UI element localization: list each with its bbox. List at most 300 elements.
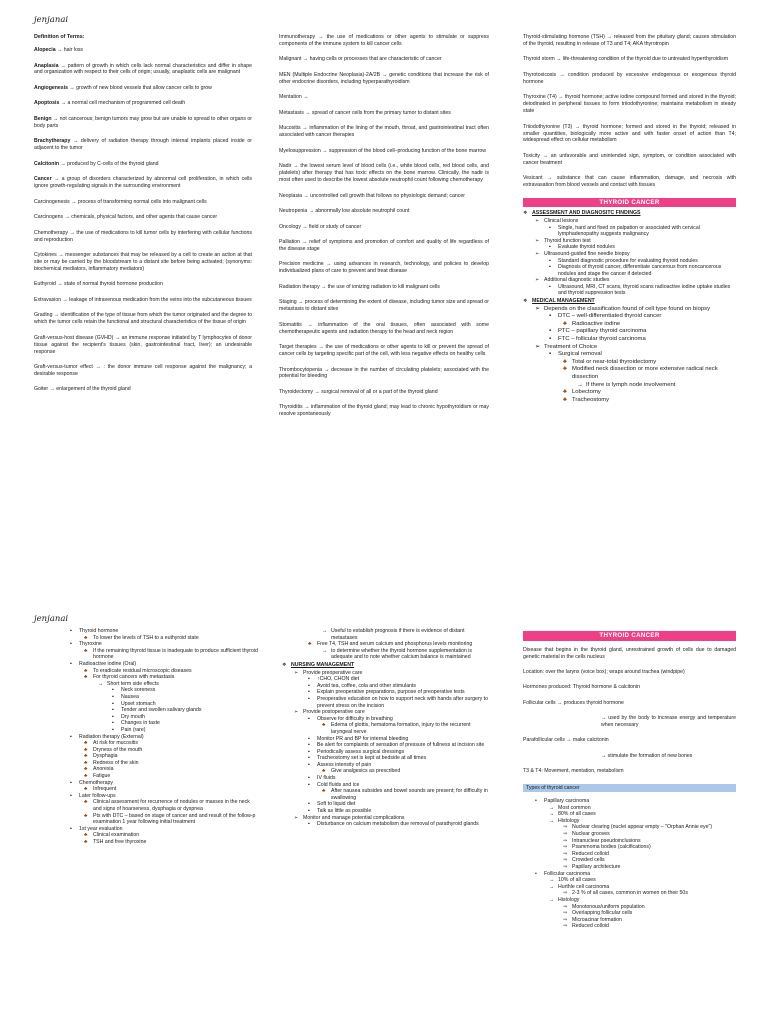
overview-paragraph: Parafollicular cells → make calcitonin <box>523 737 609 744</box>
outline-text: to determine whether the thyroid hormone supplementation is adequate and to note whether calcium balance is maintained <box>331 647 473 661</box>
bullet-icon: ▪ <box>70 641 72 648</box>
definition-item: Thyroxine (T4) → thyroid hormone; active iodine compound formed and stored in the thyroid; deiodinated in peripheral tissues to form triiodothyronine; maintains metabolism in steady state <box>523 94 736 115</box>
outline-text: Radioactive iodine <box>572 320 621 327</box>
definition-item: Target therapies → the use of medications or other agents to kill or prevent the spread of cancer cells by targeting specific part of the cell, with less negative effects on healthy cells <box>279 344 489 358</box>
outline-item <box>58 780 258 787</box>
outline-item <box>523 351 736 359</box>
bullet-icon: ▪ <box>70 779 72 786</box>
outline-text: Edema of glottis, hematoma formation, injury to the recurrent laryngeal nerve <box>331 722 471 735</box>
bullet-icon: ▪ <box>112 687 114 694</box>
outline-item <box>523 831 736 838</box>
outline-text: Thyroxine <box>79 641 102 648</box>
outline-text: IV fluids <box>317 775 336 782</box>
outline-text: 1st year evaluation <box>79 825 123 832</box>
bullet-icon: ➢ <box>294 814 299 821</box>
outline-text: Diagnosis of thyroid cancer, differentiate cancerous from noncancerous nodules and stage the cancer if detected <box>558 264 722 277</box>
definition-item: Palliation → relief of symptoms and promotion of comfort and quality of life regardless of the disease stage <box>279 239 489 252</box>
bullet-icon: ➢ <box>294 669 299 676</box>
definition-item: MEN (Multiple Endocrine Neoplasia)-2A/2B → genetic conditions that increase the risk of other endocrine disorders, including hyperparathyroidism <box>279 71 489 85</box>
outline-item <box>282 755 490 762</box>
definition-item: Precision medicine → using advances in research, technology, and policies to develop individualized plans of care to prevent and treat disease <box>279 261 489 275</box>
outline-column-3 <box>523 628 736 930</box>
bullet-icon: ❖ <box>523 298 528 305</box>
definition-text: → hair loss <box>55 47 84 53</box>
outline-text: Hurthle cell carcinoma <box>558 883 610 890</box>
bullet-icon: → <box>549 883 555 890</box>
outline-text: 2-3 % of all cases, common in women on their 50s <box>572 890 688 897</box>
bullet-icon: ⇒ <box>563 863 568 870</box>
outline-item <box>282 648 490 661</box>
outline-item <box>282 788 490 801</box>
definition-term: Calcitonin <box>34 160 60 167</box>
bullet-icon: ➢ <box>535 277 540 284</box>
outline-text: Thyroid hormone <box>79 628 119 634</box>
bullet-icon: ▪ <box>70 792 72 799</box>
section-banner: THYROID CANCER <box>523 198 736 208</box>
bullet-icon: ♣ <box>322 788 326 795</box>
bullet-icon: ▪ <box>308 715 310 722</box>
outline-text: Monitor and manage potential complications <box>303 814 405 821</box>
bullet-icon: → <box>577 381 583 388</box>
outline-item <box>523 277 736 284</box>
outline-text: PTC – papillary thyroid carcinoma <box>558 328 647 335</box>
outline-text: Histology <box>558 896 580 903</box>
outline-text: For thyroid cancers with metastasis <box>93 674 175 681</box>
brand-signature: jenjanai <box>34 15 69 25</box>
outline-text: Soft to liquid diet <box>317 801 356 808</box>
overview-paragraph: Location: over the larynx (voice box); wraps around trachea (windpipe) <box>523 668 685 675</box>
outline-text: Clinical assessment for recurrence of nodules or masses in the neck and signs of hoarseness, dysphagia or dyspnea <box>93 799 250 813</box>
outline-item <box>282 801 490 808</box>
definition-text: Grading → identification of the type of tissue from which the tumor originated and the degree to which the tumor cells retain the functional and structural characteristics of the tissue of origin <box>34 312 252 326</box>
outline-item <box>282 762 490 769</box>
bullet-icon: ▪ <box>112 713 114 720</box>
outline-column-1 <box>58 628 258 846</box>
outline-item <box>523 904 736 911</box>
outline-item <box>282 742 490 749</box>
outline-text: Preoperative education on how to support neck with hands after surgery to prevent stress on the incision <box>317 695 489 709</box>
outline-text: Total or near-total thyroidectomy <box>572 358 657 365</box>
outline-item <box>523 923 736 930</box>
outline-item <box>523 328 736 336</box>
outline-text: TSH and free thyroxine <box>93 839 147 845</box>
outline-text: Infrequent <box>93 786 117 793</box>
outline-text: Clinical examination <box>93 832 140 839</box>
outline-text: Standard diagnostic procedure for evaluating thyroid nodules <box>558 257 698 264</box>
outline-text: DTC – well-differentiated thyroid cancer <box>558 313 662 320</box>
bullet-icon: ⇒ <box>563 831 568 837</box>
bullet-icon: ▪ <box>308 676 310 683</box>
bullet-icon: ▪ <box>70 660 72 667</box>
outline-item <box>523 818 736 825</box>
bullet-icon: ▪ <box>549 351 552 358</box>
definition-item: Metastasis → spread of cancer cells from the primary tumor to distant sites <box>279 109 451 116</box>
bullet-icon: ▪ <box>308 821 310 828</box>
outline-item <box>282 808 490 815</box>
bullet-icon: ⇒ <box>563 903 568 910</box>
outline-item <box>58 720 258 727</box>
outline-item <box>282 676 490 683</box>
bullet-icon: ♣ <box>84 634 88 641</box>
outline-item <box>523 897 736 904</box>
definition-term: Apoptosis <box>34 100 60 107</box>
outline-text: Give analgesics as prescribed <box>331 768 401 775</box>
section-heading <box>523 298 736 305</box>
bullet-icon: ♣ <box>84 674 88 681</box>
outline-text: Monitor PR and BP for internal bleeding <box>317 735 409 742</box>
definition-item: Thyroid storm → life-threatening condition of the thyroid due to untreated hyperthyroidism <box>523 56 729 63</box>
outline-item <box>58 661 258 668</box>
outline-text: To eradicate residual microscopic diseases <box>93 667 192 674</box>
outline-item <box>523 864 736 871</box>
outline-text: NURSING MANAGEMENT <box>291 661 355 668</box>
outline-item <box>282 696 490 709</box>
outline-item <box>523 218 736 225</box>
bullet-icon: ▪ <box>308 735 310 742</box>
outline-list <box>523 210 736 404</box>
outline-text: Radiation therapy (External) <box>79 733 144 740</box>
outline-text: Observe for difficulty in breathing <box>317 715 393 722</box>
definition-item <box>34 116 252 130</box>
definition-text: → a normal cell mechanism of programmed cell death <box>59 100 186 107</box>
bullet-icon: ♣ <box>563 396 567 403</box>
outline-text: Talk as little as possible <box>317 808 372 815</box>
outline-item <box>58 760 258 767</box>
outline-item <box>58 793 258 800</box>
bullet-icon: ♣ <box>563 358 567 365</box>
outline-text: Lobectomy <box>572 389 601 396</box>
outline-text: To lower the levels of TSH to a euthyroid state <box>93 634 199 641</box>
outline-text: Explain preoperative preparations, purpose of preoperative tests <box>317 689 465 696</box>
outline-item <box>58 674 258 681</box>
definition-item <box>34 335 252 356</box>
outline-text: 80% of all cases <box>558 811 596 818</box>
bullet-icon: ♣ <box>84 740 88 747</box>
definition-text: Carcinogenesis → process of transforming normal cells into malignant cells <box>34 198 207 205</box>
bullet-icon: ▪ <box>308 695 310 702</box>
overview-paragraph: T3 & T4: Movement, mentation, metabolism <box>523 768 624 775</box>
outline-item <box>58 799 258 812</box>
outline-item <box>282 689 490 696</box>
bullet-icon: ▪ <box>308 781 310 788</box>
bullet-icon: ⇒ <box>563 837 568 844</box>
outline-item <box>523 258 736 265</box>
outline-text: Be alert for complaints of sensation of pressure of fullness at incision site <box>317 742 485 749</box>
definition-item: Nadir → the lowest serum level of blood cells (i.e., white blood cells, red blood cells, and platelets) after therapy that has toxic effects on the bone marrow. Clinically, the nadir is most often used to describe the lowest absolute neutrophil count following chemotherapy <box>279 163 489 184</box>
definition-text: Cytokines → messenger substances that may be released by a cell to create an action at that site or may be carried by the bloodstream to a distant site before being activated; (synonyms: biochemical mediators, inflammatory mediators) <box>34 252 252 272</box>
outline-text: Modified neck dissection or more extensive radical neck dissection <box>572 366 718 380</box>
bullet-icon: ⇒ <box>563 844 568 851</box>
outline-item <box>282 815 490 822</box>
bullet-icon: → <box>322 647 328 654</box>
outline-item <box>523 244 736 251</box>
bullet-icon: ▪ <box>112 693 114 700</box>
bullet-icon: ➢ <box>294 709 299 716</box>
bullet-icon: ♣ <box>84 753 88 760</box>
bullet-icon: ♣ <box>84 786 88 793</box>
definition-item: Thyroidectomy → surgical removal of all or a part of the thyroid gland <box>279 388 438 395</box>
definition-item: Staging → process of determining the extent of disease, including tumor size and spread or metastasis to distant sites <box>279 299 489 313</box>
outline-item <box>58 734 258 741</box>
bullet-icon: ♣ <box>84 746 88 753</box>
outline-item <box>58 707 258 714</box>
outline-item <box>58 786 258 793</box>
outline-text: Fatigue <box>93 773 111 780</box>
outline-item <box>523 798 736 805</box>
outline-text: Changes in taste <box>121 720 160 727</box>
definition-item <box>34 138 252 152</box>
definition-item: Vesicant → substance that can cause inflammation, damage, and necrosis with extravasation from blood vessels and contact with tissues <box>523 175 736 189</box>
definition-item <box>34 364 252 378</box>
outline-text: Tracheostomy <box>572 396 610 403</box>
bullet-icon: ▪ <box>549 264 551 271</box>
outline-text: Neck soreness <box>121 687 156 694</box>
outline-item <box>523 336 736 344</box>
definition-text: → growth of new blood vessels that allow cancer cells to grow <box>68 84 212 91</box>
definition-text: → a group of disorders characterized by abnormal cell proliferation, in which cells ignore growth-regulating signals in the surrounding environment <box>34 176 252 190</box>
definition-term: Cancer <box>34 176 52 183</box>
bullet-icon: ♣ <box>322 722 326 729</box>
outline-item <box>282 768 490 775</box>
outline-text: Provide postoperative care <box>303 709 365 716</box>
definition-text: Carcinogens → chemicals, physical factors, and other agents that cause cancer <box>34 214 218 221</box>
outline-text: Papillary architecture <box>572 863 621 870</box>
definition-item: Thyroiditis → inflammation of the thyroid gland; may lead to chronic hypothyroidism or may resolve spontaneously <box>279 404 489 418</box>
bullet-icon: → <box>549 877 555 884</box>
definition-text: → not cancerous; benign tumors may grow but are unable to spread to other organs or body parts <box>34 115 253 129</box>
bullet-icon: ♣ <box>84 799 88 806</box>
overview-paragraph: Disease that begins in the thyroid gland, unrestrained growth of cells due to damaged genetic material in the cells nucleus <box>523 646 736 660</box>
bullet-icon: ▪ <box>549 328 552 335</box>
outline-text: Surgical removal <box>558 351 602 358</box>
definition-item: Triiodothyronine (T3) → thyroid hormone; formed and stored in the thyroid; released in smaller quantities, biologically more active and with faster onset of action than T4; widespread effect on cellular metabolism <box>523 123 736 144</box>
outline-text: ↑CHO, CHON diet <box>317 676 360 683</box>
outline-item <box>523 313 736 321</box>
outline-item <box>523 811 736 818</box>
definition-item <box>34 199 252 206</box>
bullet-icon: ▪ <box>549 244 551 251</box>
outline-text: Tracheostomy set is kept at bedside at all times <box>317 755 427 762</box>
definitions-list <box>523 34 736 189</box>
outline-text: Cold fluids and ice <box>317 781 360 788</box>
definition-item: Malignant → having cells or processes that are characteristic of cancer <box>279 56 442 63</box>
definition-item: Neutropenia → abnormally low absolute neutrophil count <box>279 208 410 215</box>
definition-item <box>34 47 252 54</box>
definition-text: → produced by C-cells of the thyroid gland <box>59 160 159 167</box>
definition-item: Stomatitis → inflammation of the oral tissues, often associated with some chemotherapeutic agents and radiation therapy to the head and neck region <box>279 321 489 335</box>
definition-item: Radiation therapy → the use of ionizing radiation to kill malignant cells <box>279 283 440 290</box>
definition-item: Mucositis → inflammation of the lining of the mouth, throat, and gastrointestinal tract often associated with cancer therapies <box>279 125 489 139</box>
outline-text: Depends on the classification found of cell type found on biopsy <box>544 305 711 312</box>
outline-item <box>523 382 736 390</box>
outline-text: Avoid tea, coffee, cola and other stimulants <box>317 682 417 689</box>
bullet-icon: ▪ <box>549 283 551 290</box>
bullet-icon: ▪ <box>112 720 114 727</box>
bullet-icon: ▪ <box>70 628 72 634</box>
bullet-icon: ⇒ <box>563 850 568 857</box>
outline-item <box>282 782 490 789</box>
outline-item <box>58 648 258 661</box>
outline-text: Dry mouth <box>121 713 145 720</box>
definition-text: Extravasion → leakage of intravenous medication from the veins into the subcutaneous tissues <box>34 296 252 303</box>
outline-item <box>58 687 258 694</box>
outline-item <box>282 775 490 782</box>
definition-text: Chemotherapy → the use of medications to kill tumor cells by interfering with cellular functions and reproduction <box>34 229 252 243</box>
bullet-icon: ⇒ <box>563 857 568 864</box>
bullet-icon: ▪ <box>308 801 310 808</box>
outline-text: Histology <box>558 817 580 824</box>
bullet-icon: ➢ <box>535 343 540 350</box>
definition-item <box>34 281 252 288</box>
definition-item <box>34 176 252 190</box>
outline-text: Disturbance on calcium metabolism due removal of parathyroid glands <box>317 821 479 828</box>
bullet-icon: ➢ <box>535 217 540 224</box>
outline-text: Monotonous/uniform population <box>572 903 645 910</box>
bullet-icon: ▪ <box>308 808 310 815</box>
outline-text: Upset stomach <box>121 700 156 707</box>
bullet-icon: ♣ <box>84 832 88 839</box>
definition-text: Graft-versus-tumor effect → : the donor immune cell response against the malignancy; a desirable response <box>34 364 252 377</box>
outline-text: Nuclear grooves <box>572 831 610 837</box>
bullet-icon: ♣ <box>322 768 326 775</box>
outline-text: Clinical lesions <box>544 217 579 224</box>
outline-text: At risk for mucositis <box>93 740 138 747</box>
bullet-icon: ▪ <box>308 682 310 689</box>
bullet-icon: ▪ <box>308 761 310 768</box>
bullet-icon: ♣ <box>84 667 88 674</box>
outline-text: 10% of all cases <box>558 877 596 884</box>
bullet-icon: ♣ <box>84 812 88 819</box>
definition-item <box>34 252 252 273</box>
bullet-icon: ♣ <box>563 366 567 373</box>
bullet-icon: ⇒ <box>563 923 568 930</box>
bullet-icon: ⇒ <box>563 890 568 897</box>
outline-item <box>58 753 258 760</box>
outline-text: Single, hard and fixed on palpation or associated with cervical lymphadenopathy suggests malignancy <box>558 224 700 238</box>
bullet-icon: ▪ <box>308 742 310 749</box>
bullet-icon: • <box>535 798 537 805</box>
outline-text: Chemotherapy <box>79 779 114 786</box>
outline-text: Psammoma bodies (calcifications) <box>572 844 651 851</box>
outline-item <box>282 683 490 690</box>
definition-text: Euthyroid → state of normal thyroid hormone production <box>34 281 163 288</box>
outline-text: Useful to establish prognosis if there is evidence of distant metastases <box>331 628 465 641</box>
outline-item <box>282 722 490 735</box>
outline-text: Most common <box>558 804 591 811</box>
bullet-icon: ❖ <box>523 210 528 217</box>
outline-text: Periodically assess surgical dressings <box>317 748 405 755</box>
definition-item <box>34 214 252 221</box>
outline-item <box>282 641 490 648</box>
outline-text: Follicular carcinoma <box>544 870 591 877</box>
bullet-icon: ▪ <box>308 689 310 696</box>
definition-item: Toxicity → an unfavorable and unintended sign, symptom, or condition associated with cancer treatment <box>523 152 736 166</box>
bullet-icon: ▪ <box>549 336 552 343</box>
outline-text: Ultrasound-guided fine needle biopsy <box>544 250 630 257</box>
definition-term: Angiogenesis <box>34 84 69 91</box>
outline-item <box>58 694 258 701</box>
bullet-icon: ♣ <box>84 647 88 654</box>
bullet-icon: • <box>535 870 537 877</box>
outline-item <box>523 857 736 864</box>
outline-item <box>282 736 490 743</box>
definitions-column-3 <box>523 34 736 404</box>
outline-item <box>58 701 258 708</box>
outline-text: Evaluate thyroid nodules <box>558 244 615 251</box>
bullet-icon: ▪ <box>70 825 72 832</box>
bullet-icon: ➢ <box>535 237 540 244</box>
outline-item <box>282 749 490 756</box>
definition-item <box>34 297 252 304</box>
outline-text: Tender and swollen salivary glands <box>121 707 202 714</box>
outline-text: Later follow-ups <box>79 792 116 799</box>
definitions-heading <box>34 34 252 40</box>
outline-text: If there is lymph node involvement <box>586 381 676 388</box>
bullet-icon: ♣ <box>84 759 88 766</box>
outline-item <box>58 773 258 780</box>
outline-text: Assess intensity of pain <box>317 761 372 768</box>
definitions-column-1 <box>34 34 252 402</box>
outline-item <box>523 884 736 891</box>
outline-text: Short term side effects <box>107 680 159 687</box>
outline-item <box>523 321 736 329</box>
outline-text: Dryness of the mouth <box>93 746 143 753</box>
outline-item <box>523 306 736 314</box>
definition-item: Immunotherapy → the use of medications or other agents to stimulate or suppress components of the immune system to kill cancer cells <box>279 34 489 47</box>
definition-text: Goiter → enlargement of the thyroid gland <box>34 386 131 393</box>
brand-signature: jenjanai <box>34 614 69 624</box>
bullet-icon: ♣ <box>563 389 567 396</box>
outline-item <box>523 838 736 845</box>
outline-item <box>58 641 258 648</box>
definition-text: → pattern of growth in which cells lack normal characteristics and differ in shape and organization with respect to their cells of origin; usually, anaplastic cells are malignant <box>34 62 252 76</box>
overview-paragraph: Follicular cells → produces thyroid hormone <box>523 699 624 706</box>
outline-item <box>523 389 736 397</box>
bullet-icon: ➢ <box>535 250 540 257</box>
definition-item <box>34 63 252 77</box>
bullet-icon: ♣ <box>563 320 567 327</box>
bullet-icon: ♣ <box>84 766 88 773</box>
outline-item <box>58 628 258 635</box>
outline-text: Dysphagia <box>93 753 118 760</box>
outline-item <box>58 832 258 839</box>
outline-item <box>58 668 258 675</box>
definition-item <box>34 161 252 168</box>
bullet-icon: ♣ <box>308 641 312 648</box>
outline-item <box>282 670 490 677</box>
outline-item <box>282 709 490 716</box>
definition-item: Neoplasia → uncontrolled cell growth that follows no physiologic demand; cancer <box>279 192 465 199</box>
outline-text: Additional diagnostic studies <box>544 277 610 284</box>
outline-text: Reduced colloid <box>572 923 609 930</box>
outline-item <box>523 844 736 851</box>
bullet-icon: ♣ <box>84 773 88 780</box>
bullet-icon: → <box>549 817 555 824</box>
outline-text: Treatment of Choice <box>544 343 598 350</box>
outline-text: Nuclear clearing (nuclei appear empty – "Orphan Annie eye") <box>572 824 713 831</box>
outline-text: Reduced colloid <box>572 850 609 857</box>
subsection-banner: Types of thyroid cancer <box>523 784 736 792</box>
bullet-icon: ▪ <box>112 707 114 714</box>
definition-item: Thyrotoxicosis → condition produced by excessive endogenous or exogenous thyroid hormone <box>523 71 736 85</box>
outline-text: Intranuclear pseudoinclusions <box>572 837 641 844</box>
definition-item <box>34 85 252 92</box>
bullet-icon: ⇒ <box>563 916 568 923</box>
section-banner: THYROID CANCER <box>523 631 736 641</box>
outline-item <box>523 824 736 831</box>
outline-item <box>58 727 258 734</box>
definition-item: Myelosuppression → suppression of the blood cell–producing function of the bone marrow <box>279 147 487 154</box>
